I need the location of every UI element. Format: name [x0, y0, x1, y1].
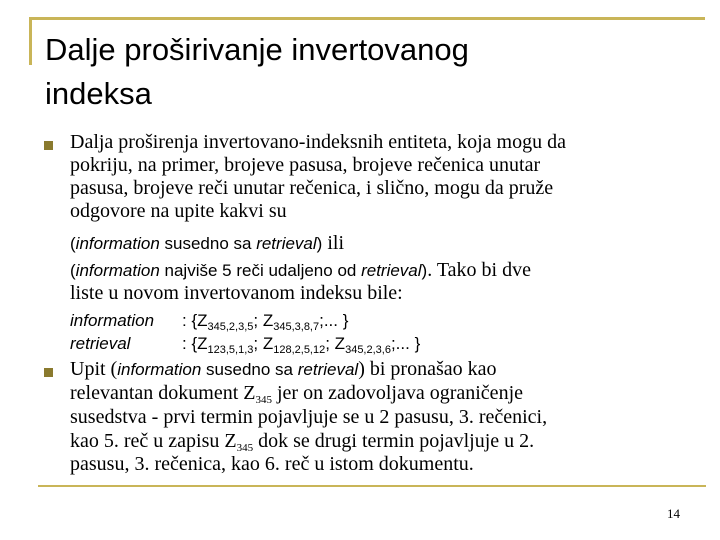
bullet-2-line: pasusu, 3. rečenica, kao 6. reč u istom dokumentu.	[70, 453, 474, 475]
query-term: retrieval	[361, 261, 422, 280]
frame-top-rule	[29, 17, 705, 20]
title-line-2: indeksa	[45, 76, 152, 111]
bullet-2-line: susedstva - prvi termin pojavljuje se u 2 pasusu, 3. rečenici,	[70, 406, 548, 428]
bullet-1-line: Dalja proširenja invertovano-indeksnih entiteta, koja mogu da	[70, 131, 566, 153]
query-term: retrieval	[256, 234, 317, 253]
bullet-2-line: kao 5. reč u zapisu $Z_{345}$ dok se drugi termin pojavljuje u 2.	[70, 430, 535, 454]
query-term: information	[117, 360, 202, 379]
bullet-square-icon	[44, 368, 53, 377]
query-term: information	[75, 234, 160, 253]
query-term: information	[75, 261, 160, 280]
query-example-1: (information susedno sa retrieval) ili	[70, 232, 344, 254]
title-line-1: Dalje proširivanje invertovanog	[45, 32, 469, 67]
page-number: 14	[667, 506, 680, 521]
posting-term: information	[70, 311, 155, 330]
frame-bottom-rule	[38, 485, 706, 487]
bullet-1-line: odgovore na upite kakvi su	[70, 200, 287, 222]
query-example-2: (information najviše 5 reči udaljeno od retrieval). Tako bi dve	[70, 259, 531, 281]
slide-title	[45, 28, 685, 116]
bullet-1-text	[70, 131, 566, 223]
frame-left-rule	[29, 17, 32, 65]
bullet-2-line: Upit (information susedno sa retrieval) bi pronašao kao	[70, 358, 497, 380]
bullet-square-icon	[44, 141, 53, 150]
posting-term: retrieval	[70, 334, 131, 353]
posting-list-retrieval: retrieval : {$Z_{123,5,1,3}$; $Z_{128,2,5,12}$; $Z_{345,2,3,6}$;... }	[70, 334, 421, 356]
bullet-1-line: pasusa, brojeve reči unutar rečenica, i slično, mogu da pruže	[70, 177, 554, 199]
bullet-2-line: relevantan dokument $Z_{345}$ jer on zadovoljava ograničenje	[70, 382, 523, 406]
query-term: retrieval	[297, 360, 359, 379]
continuation-line: liste u novom invertovanom indeksu bile:	[70, 282, 403, 304]
bullet-1-line: pokriju, na primer, brojeve pasusa, brojeve rečenica unutar	[70, 154, 541, 176]
posting-list-information: information : {$Z_{345,2,3,5}$; $Z_{345,3,8,7}$;... }	[70, 311, 349, 333]
